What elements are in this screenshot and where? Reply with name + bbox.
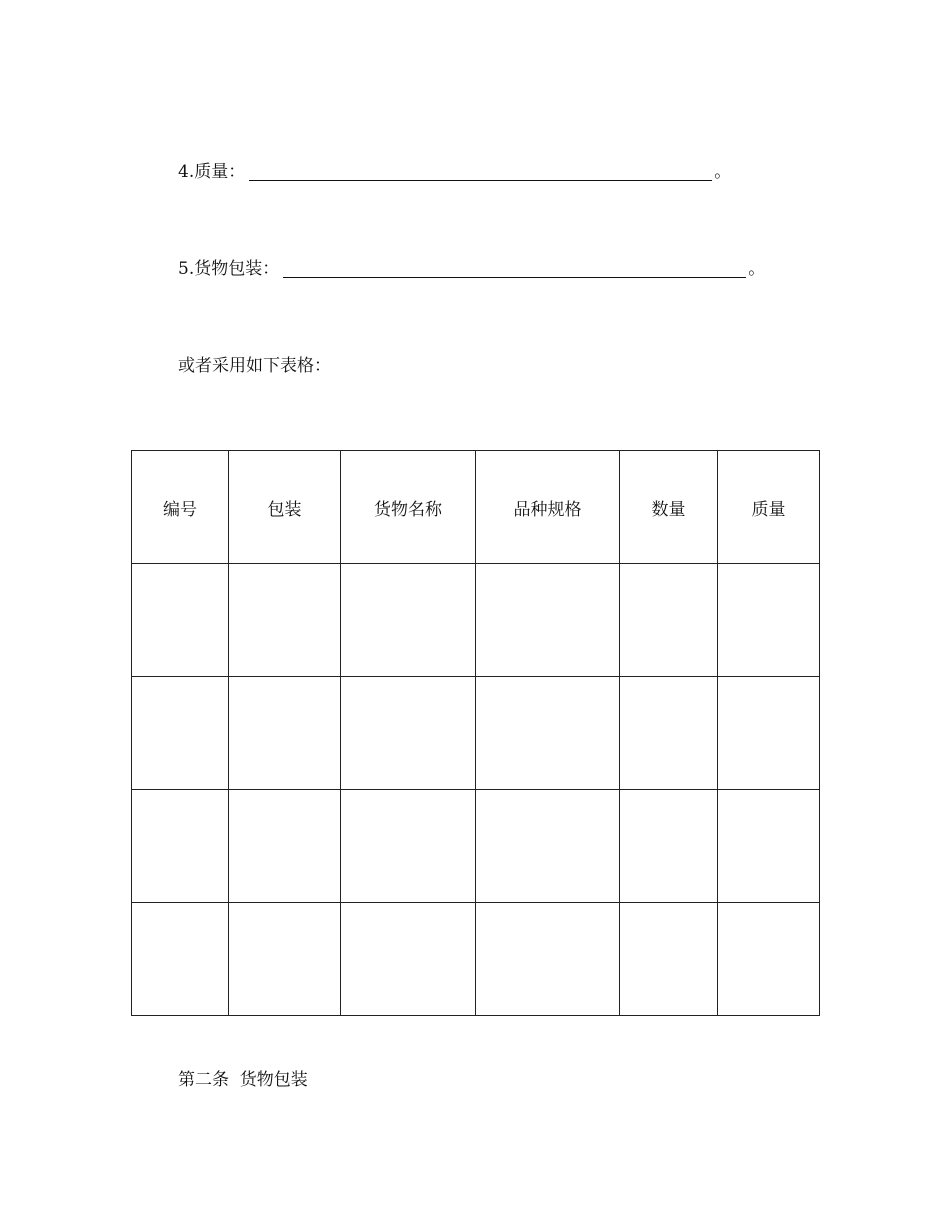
table-cell[interactable] (620, 903, 718, 1016)
table-cell[interactable] (620, 790, 718, 903)
table-cell[interactable] (476, 790, 620, 903)
table-cell[interactable] (718, 677, 820, 790)
header-goods-name: 货物名称 (341, 451, 476, 564)
table-cell[interactable] (229, 564, 341, 677)
article-2-heading: 第二条 货物包装 (178, 1070, 308, 1090)
header-spec: 品种规格 (476, 451, 620, 564)
table-cell[interactable] (718, 790, 820, 903)
table-cell[interactable] (476, 677, 620, 790)
goods-table (131, 450, 820, 1016)
header-number: 编号 (132, 451, 229, 564)
quality-label: 4.质量： (178, 162, 246, 182)
table-cell[interactable] (476, 903, 620, 1016)
table-row (132, 564, 820, 677)
table-row (132, 903, 820, 1016)
table-cell[interactable] (341, 903, 476, 1016)
table-header-row (132, 451, 820, 564)
table-cell[interactable] (229, 790, 341, 903)
table-cell[interactable] (229, 677, 341, 790)
quality-line (178, 160, 731, 184)
quality-blank[interactable] (249, 162, 712, 181)
table-cell[interactable] (476, 564, 620, 677)
table-cell[interactable] (341, 564, 476, 677)
packaging-blank[interactable] (283, 259, 746, 278)
table-cell[interactable] (620, 564, 718, 677)
table-row (132, 677, 820, 790)
table-cell[interactable] (341, 677, 476, 790)
table-cell[interactable] (132, 790, 229, 903)
header-quantity: 数量 (620, 451, 718, 564)
header-packaging: 包装 (229, 451, 341, 564)
table-cell[interactable] (229, 903, 341, 1016)
packaging-label: 5.货物包装： (178, 259, 280, 279)
quality-end: 。 (714, 162, 732, 182)
packaging-line (178, 257, 765, 281)
table-cell[interactable] (620, 677, 718, 790)
table-cell[interactable] (341, 790, 476, 903)
table-cell[interactable] (718, 564, 820, 677)
packaging-end: 。 (748, 259, 766, 279)
alt-table-intro: 或者采用如下表格： (178, 356, 331, 376)
table-row (132, 790, 820, 903)
table-cell[interactable] (132, 677, 229, 790)
table-cell[interactable] (132, 564, 229, 677)
table-cell[interactable] (718, 903, 820, 1016)
header-quality: 质量 (718, 451, 820, 564)
table-cell[interactable] (132, 903, 229, 1016)
